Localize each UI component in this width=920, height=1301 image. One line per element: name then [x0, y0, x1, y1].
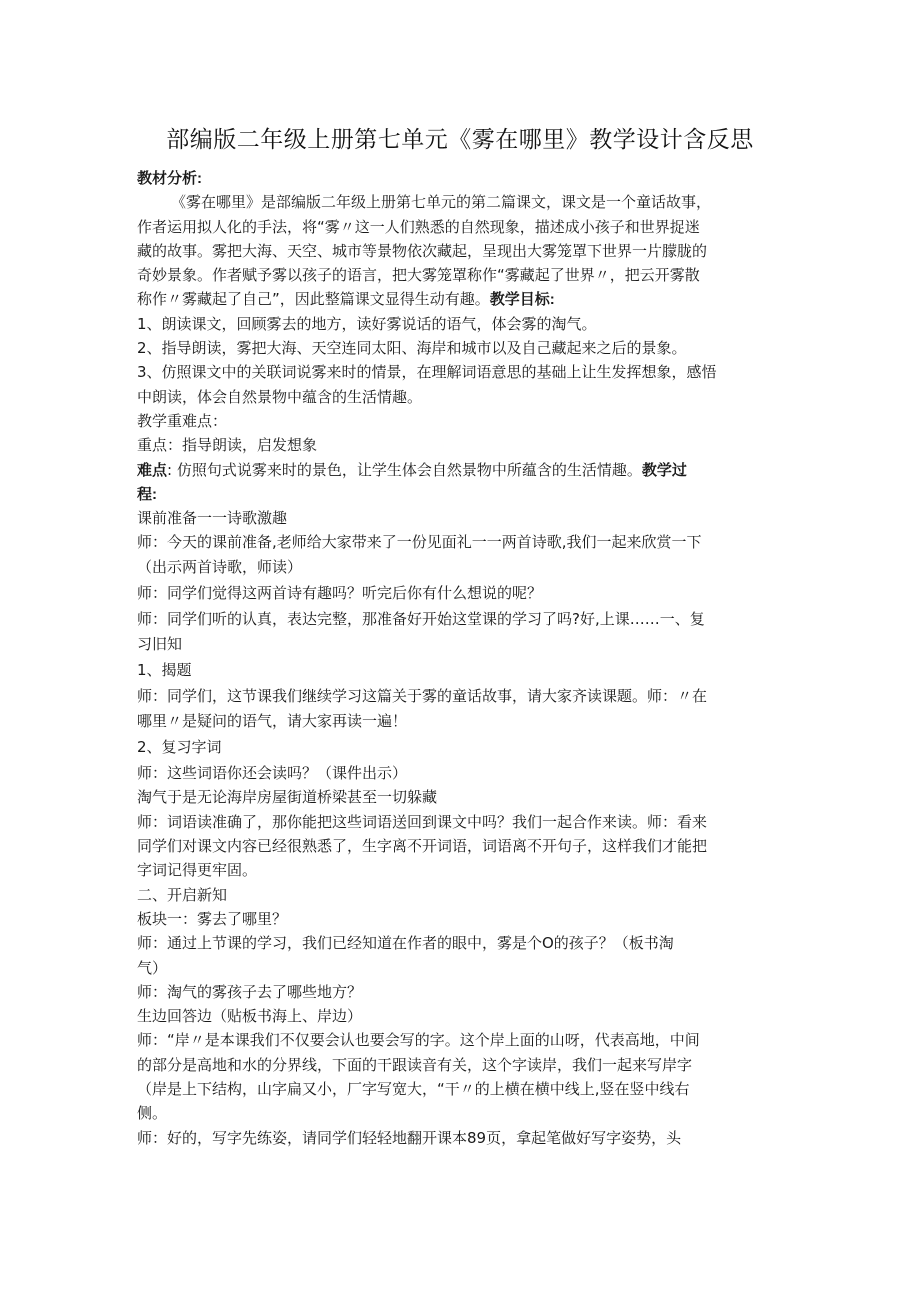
section-label: 教材分析: [137, 170, 202, 187]
line-text: 2、复习字词 [137, 737, 222, 756]
text-line [137, 385, 785, 409]
text-line [137, 858, 785, 882]
document-title: 部编版二年级上册第七单元《雾在哪里》教学设计含反思 [166, 127, 754, 153]
text-line [137, 581, 785, 605]
section-label: 难点 [137, 461, 168, 479]
text-line [137, 810, 785, 834]
text-line [137, 263, 785, 287]
text-line [137, 312, 785, 336]
line-text: 重点：指导朗读，启发想象 [137, 436, 318, 455]
text-line [137, 956, 785, 980]
line-text: 称作〃雾藏起了自己”，因此整篇课文显得生动有趣。 [137, 290, 490, 309]
text-line [137, 735, 785, 759]
line-text: 师：词语读准确了，那你能把这些词语送回到课文中吗？我们一起合作来读。师：看来 [137, 812, 708, 831]
text-line [137, 607, 785, 631]
text-line [137, 658, 785, 682]
text-line [137, 1077, 785, 1101]
line-text: : 仿照句式说雾来时的景色，让学生体会自然景物中所蕴含的生活情趣。 [167, 460, 642, 479]
text-line [137, 458, 785, 482]
text-line [137, 239, 785, 263]
section-label: 程: [137, 485, 157, 503]
line-text: 课前准备一一诗歌激趣 [137, 509, 288, 528]
text-line [137, 409, 785, 433]
text-line [137, 883, 785, 907]
line-text: 师：“岸〃是本课我们不仅要会认也要会写的字。这个岸上面的山呀，代表高地，中间 [137, 1031, 700, 1050]
line-text: 2、指导朗读，雾把大海、天空连同太阳、海岸和城市以及自己藏起来之后的景象。 [137, 339, 687, 358]
line-text: 习旧知 [137, 634, 183, 653]
line-text: 师：这些词语你还会读吗？（课件出示） [137, 764, 408, 783]
section-label: 教学过 [641, 461, 687, 479]
text-line [137, 1053, 785, 1077]
text-line [137, 907, 785, 931]
line-text: 师：好的，写字先练姿，请同学们轻轻地翻开课本89页，拿起笔做好写字姿势，头 [137, 1128, 682, 1147]
line-text: 师：淘气的雾孩子去了哪些地方？ [137, 982, 363, 1001]
line-text: 奇妙景象。作者赋予雾以孩子的语言，把大雾笼罩称作“雾藏起了世界〃，把云开雾散 [137, 266, 700, 285]
line-text: 师：今天的课前准备,老师给大家带来了一份见面礼一一两首诗歌,我们一起来欣赏一下 [137, 533, 702, 552]
text-line [137, 1101, 785, 1125]
line-text: 1、朗读课文，回顾雾去的地方，读好雾说话的语气，体会雾的淘气。 [137, 314, 597, 333]
line-text: （岸是上下结构，山字扁又小，厂字写宽大，“干〃的上横在横中线上,竖在竖中线右 [137, 1079, 690, 1098]
line-text: 同学们对课文内容已经很熟悉了，生字离不开词语，词语离不开句子，这样我们才能把 [137, 837, 708, 856]
text-line [137, 931, 785, 955]
text-line [137, 1126, 785, 1150]
text-line [137, 555, 785, 579]
line-text: 生边回答边（贴板书海上、岸边） [137, 1007, 363, 1026]
text-line [137, 360, 785, 384]
section-label: 教学目标: [489, 291, 555, 309]
text-line [137, 1028, 785, 1052]
line-text: 哪里〃是疑问的语气，请大家再读一遍！ [137, 711, 408, 730]
text-line [137, 530, 785, 554]
document-body [137, 166, 785, 1150]
line-text: 3、仿照课文中的关联词说雾来时的情景，在理解词语意思的基础上让生发挥想象，感悟 [137, 363, 717, 382]
text-line [137, 632, 785, 656]
text-line [137, 834, 785, 858]
text-line [137, 761, 785, 785]
text-line [137, 433, 785, 457]
line-text: 板块一：雾去了哪里？ [137, 909, 288, 928]
line-text: 师：同学们听的认真，表达完整，那准备好开始这堂课的学习了吗?好,上课……一、复 [137, 610, 705, 629]
line-text: 师：同学们，这节课我们继续学习这篇关于雾的童话故事，请大家齐读课题。师：〃在 [137, 687, 708, 706]
text-line [137, 709, 785, 733]
line-text: 师：同学们觉得这两首诗有趣吗？听完后你有什么想说的呢？ [137, 584, 543, 603]
line-text: 《雾在哪里》是部编版二年级上册第七单元的第二篇课文，课文是一个童话故事， [171, 193, 712, 212]
line-text: 淘气于是无论海岸房屋街道桥梁甚至一切躲藏 [137, 788, 438, 807]
line-text: （出示两首诗歌，师读） [137, 557, 303, 576]
line-text: 的部分是高地和水的分界线，下面的干跟读音有关，这个字读岸，我们一起来写岸字 [137, 1055, 693, 1074]
text-line [137, 287, 785, 311]
text-line [137, 336, 785, 360]
text-line [137, 190, 785, 214]
line-text: 1、揭题 [137, 660, 192, 679]
text-line [137, 166, 785, 190]
text-line [137, 684, 785, 708]
text-line [137, 1004, 785, 1028]
line-text: 字词记得更牢固。 [137, 861, 258, 880]
line-text: 二、开启新知 [137, 885, 228, 904]
line-text: 藏的故事。雾把大海、天空、城市等景物依次藏起，呈现出大雾笼罩下世界一片朦胧的 [137, 241, 708, 260]
line-text: 气） [137, 958, 168, 977]
text-line [137, 482, 785, 506]
line-text: 侧。 [137, 1104, 168, 1123]
text-line [137, 506, 785, 530]
line-text: 中朗读，体会自然景物中蕴含的生活情趣。 [137, 387, 423, 406]
line-text: 作者运用拟人化的手法，将“雾〃这一人们熟悉的自然现象，描述成小孩子和世界捉迷 [137, 217, 700, 236]
text-line [137, 215, 785, 239]
text-line [137, 785, 785, 809]
line-text: 师：通过上节课的学习，我们已经知道在作者的眼中，雾是个O的孩子？（板书淘 [137, 934, 674, 953]
line-text: 教学重难点： [137, 411, 228, 430]
text-line [137, 980, 785, 1004]
